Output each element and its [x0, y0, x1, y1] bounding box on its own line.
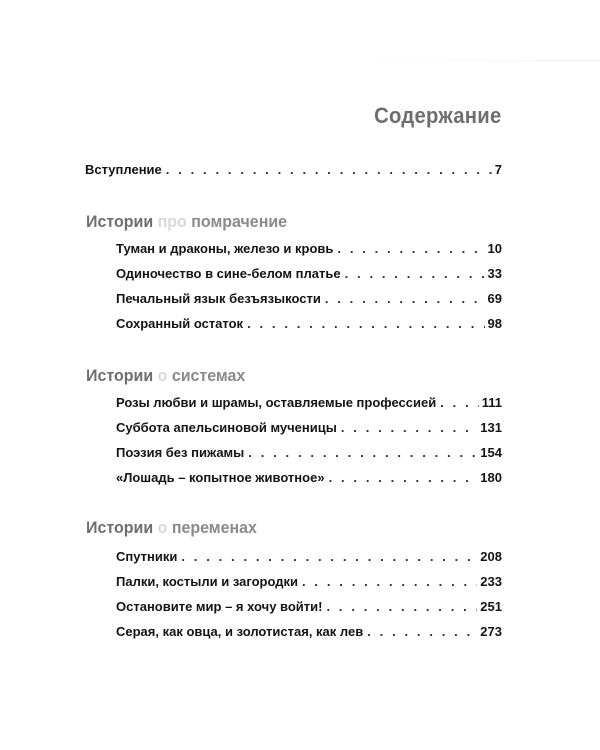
section-heading-word: помрачение [191, 212, 288, 231]
toc-entry[interactable] [116, 420, 502, 435]
section-heading-word: переменах [171, 518, 257, 537]
dot-leader [166, 162, 492, 177]
toc-entry-page: 69 [487, 291, 502, 306]
toc-entry-title: Остановите мир – я хочу войти! [116, 599, 323, 614]
dot-leader [248, 445, 477, 460]
toc-entry[interactable] [116, 291, 502, 306]
toc-entry[interactable] [116, 549, 502, 564]
dot-leader [325, 291, 485, 306]
section-heading-word: системах [171, 366, 246, 385]
toc-entry[interactable] [116, 599, 502, 614]
toc-entry-title: Сохранный остаток [116, 316, 244, 331]
toc-entry-title: Поэзия без пижамы [116, 445, 245, 460]
toc-entry-intro[interactable] [85, 162, 502, 177]
toc-entry[interactable] [116, 445, 502, 460]
dot-leader [326, 599, 477, 614]
section-heading-word: про [157, 212, 187, 231]
toc-entry-title: Спутники [116, 549, 178, 564]
dot-leader [440, 395, 479, 410]
toc-entry-page: 233 [480, 574, 502, 589]
toc-entry[interactable] [116, 624, 502, 639]
section-heading-1 [86, 212, 287, 232]
dot-leader [345, 266, 485, 281]
section-heading-2 [86, 366, 245, 386]
toc-entry-title: Одиночество в сине-белом платье [116, 266, 341, 281]
toc-entry[interactable] [116, 241, 502, 256]
section-heading-word: о [157, 518, 168, 537]
toc-entry[interactable] [116, 574, 502, 589]
toc-entry-page: 10 [487, 241, 502, 256]
section-heading-3 [86, 518, 257, 538]
dot-leader [329, 470, 478, 485]
toc-entry[interactable] [116, 266, 502, 281]
toc-entry-page: 180 [480, 470, 502, 485]
toc-entry-page: 7 [494, 162, 502, 177]
page-title: Содержание [374, 103, 502, 128]
toc-entry-page: 154 [480, 445, 502, 460]
section-heading-word: Истории [86, 366, 154, 385]
dot-leader [181, 549, 477, 564]
toc-entry-page: 251 [480, 599, 502, 614]
toc-entry-page: 111 [481, 395, 502, 410]
dot-leader [302, 574, 477, 589]
section-heading-word: о [157, 366, 168, 385]
section-heading-word: Истории [86, 212, 154, 231]
toc-entry-title: «Лошадь – копытное животное» [116, 470, 325, 485]
toc-entry-title: Серая, как овца, и золотистая, как лев [116, 624, 364, 639]
dot-leader [341, 420, 477, 435]
toc-entry-page: 33 [487, 266, 502, 281]
toc-entry-title: Розы любви и шрамы, оставляемые профессией [116, 395, 437, 410]
toc-entry[interactable] [116, 316, 502, 331]
toc-entry-title: Туман и драконы, железо и кровь [116, 241, 334, 256]
toc-entry-page: 131 [480, 420, 502, 435]
section-heading-word: Истории [86, 518, 154, 537]
toc-entry-page: 208 [480, 549, 502, 564]
dot-leader [247, 316, 484, 331]
toc-entry-title: Печальный язык безъязыкости [116, 291, 321, 306]
dot-leader [337, 241, 484, 256]
toc-entry[interactable] [116, 395, 502, 410]
scan-edge [330, 60, 600, 61]
toc-entry[interactable] [116, 470, 502, 485]
toc-entry-title: Палки, костыли и загородки [116, 574, 298, 589]
toc-entry-page: 98 [487, 316, 502, 331]
toc-entry-title: Вступление [85, 162, 162, 177]
dot-leader [367, 624, 477, 639]
toc-entry-page: 273 [480, 624, 502, 639]
toc-entry-title: Суббота апельсиновой мученицы [116, 420, 337, 435]
